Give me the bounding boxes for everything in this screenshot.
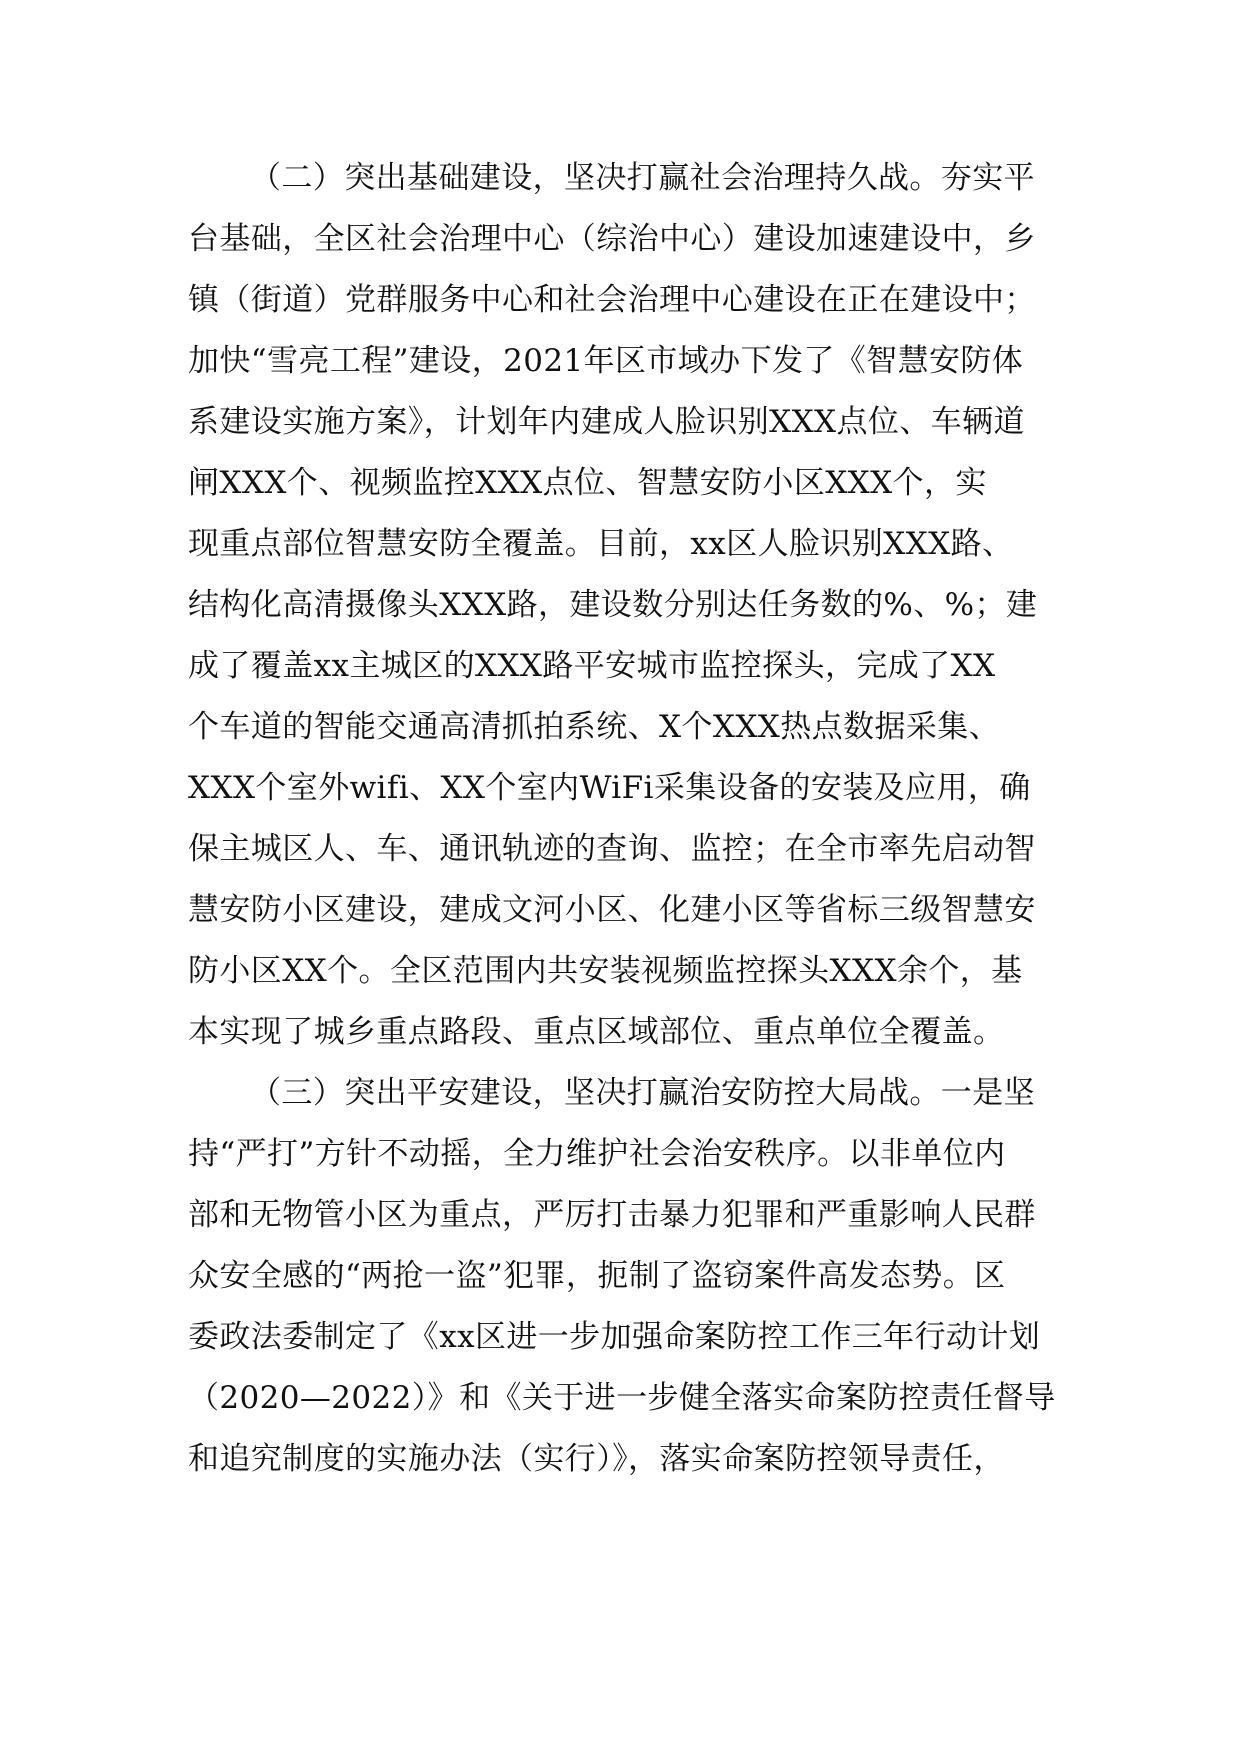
text-line: （三）突出平安建设，坚决打赢治安防控大局战。一是坚 bbox=[250, 1075, 1035, 1111]
text-line: （2020—2022）》和《关于进一步健全落实命案防控责任督导 bbox=[188, 1380, 1056, 1416]
text-line: 加快“雪亮工程”建设，2021年区市域办下发了《智慧安防体 bbox=[188, 343, 1024, 379]
text-line: 慧安防小区建设，建成文河小区、化建小区等省标三级智慧安 bbox=[188, 892, 1036, 928]
text-line: 现重点部位智慧安防全覆盖。目前，xx区人脸识别XXX路、 bbox=[188, 526, 1014, 562]
text-line: 成了覆盖xx主城区的XXX路平安城市监控探头，完成了XX bbox=[188, 648, 996, 684]
text-line: 保主城区人、车、通讯轨迹的查询、监控；在全市率先启动智 bbox=[188, 831, 1036, 867]
text-line: 个车道的智能交通高清抓拍系统、X个XXX热点数据采集、 bbox=[188, 709, 1001, 745]
text-line: 持“严打”方针不动摇，全力维护社会治安秩序。以非单位内 bbox=[188, 1136, 1006, 1172]
text-line: 和追究制度的实施办法（实行）》，落实命案防控领导责任， bbox=[188, 1441, 1005, 1477]
text-line: 部和无物管小区为重点，严厉打击暴力犯罪和严重影响人民群 bbox=[188, 1197, 1036, 1233]
text-line: （二）突出基础建设，坚决打赢社会治理持久战。夯实平 bbox=[250, 160, 1035, 196]
text-line: 镇（街道）党群服务中心和社会治理中心建设在正在建设中； bbox=[188, 282, 1036, 318]
text-line: 防小区XX个。全区范围内共安装视频监控探头XXX余个，基 bbox=[188, 953, 1023, 989]
text-line: XXX个室外wifi、XX个室内WiFi采集设备的安装及应用，确 bbox=[188, 770, 1031, 806]
text-line: 台基础，全区社会治理中心（综治中心）建设加速建设中，乡 bbox=[188, 221, 1036, 257]
text-line: 闸XXX个、视频监控XXX点位、智慧安防小区XXX个，实 bbox=[188, 465, 987, 501]
text-line: 委政法委制定了《xx区进一步加强命案防控工作三年行动计划 bbox=[188, 1319, 1041, 1355]
text-line: 结构化高清摄像头XXX路，建设数分别达任务数的%、%；建 bbox=[188, 587, 1038, 623]
text-line: 系建设实施方案》，计划年内建成人脸识别XXX点位、车辆道 bbox=[188, 404, 1025, 440]
text-line: 众安全感的“两抢一盗”犯罪，扼制了盗窃案件高发态势。区 bbox=[188, 1258, 1006, 1294]
text-line: 本实现了城乡重点路段、重点区域部位、重点单位全覆盖。 bbox=[188, 1014, 1005, 1050]
